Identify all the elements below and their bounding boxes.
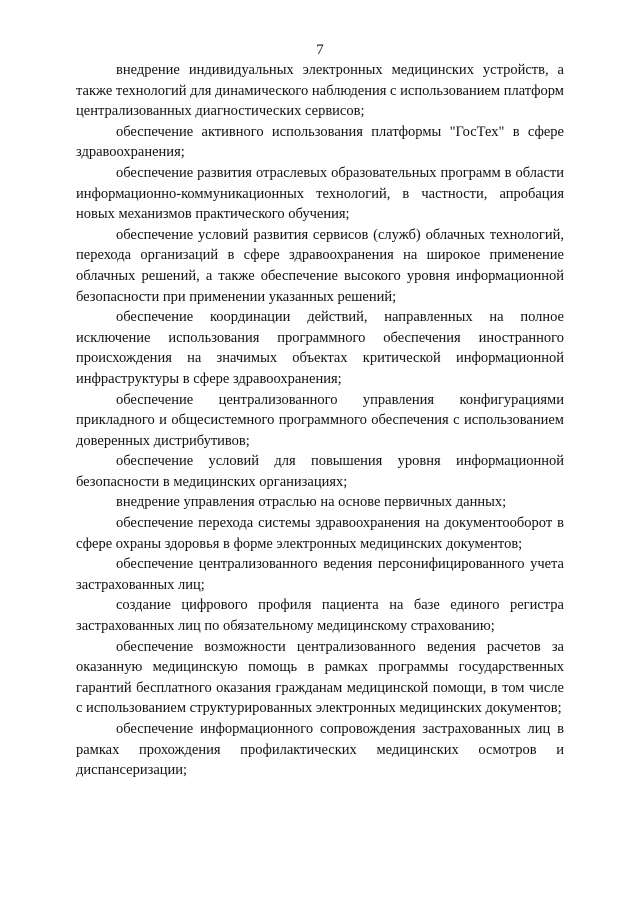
paragraph: обеспечение координации действий, направленных на полное исключение использования программного обеспечения иностранного происхождения на значимых объектах критической информационной инфраструктуры в сфере здравоохранения; <box>76 309 564 387</box>
paragraph: обеспечение информационного сопровождения застрахованных лиц в рамках прохождения профилактических медицинских осмотров и диспансеризации; <box>76 721 564 779</box>
paragraph: создание цифрового профиля пациента на базе единого регистра застрахованных лиц по обязательному медицинскому страхованию; <box>76 597 564 635</box>
paragraph: обеспечение активного использования платформы "ГосТех" в сфере здравоохранения; <box>76 123 564 161</box>
paragraph: обеспечение централизованного ведения персонифицированного учета застрахованных лиц; <box>76 556 564 593</box>
paragraph: обеспечение условий для повышения уровня информационной безопасности в медицинских организациях; <box>76 453 564 490</box>
paragraph: внедрение управления отраслью на основе первичных данных; <box>116 494 507 511</box>
paragraph: обеспечение централизованного управления конфигурациями прикладного и общесистемного программного обеспечения с использованием доверенных дистрибутивов; <box>76 391 564 449</box>
paragraph: внедрение индивидуальных электронных медицинских устройств, а также технологий для динамического наблюдения с использованием платформ централизованных диагностических сервисов; <box>76 62 564 120</box>
paragraph: обеспечение перехода системы здравоохранения на документооборот в сфере охраны здоровья в форме электронных медицинских документов; <box>76 515 564 552</box>
document-body <box>76 60 564 781</box>
paragraph: обеспечение развития отраслевых образовательных программ в области информационно-коммуникационных технологий, в частности, апробация новых механизмов практического обучения; <box>76 164 564 223</box>
paragraph: обеспечение условий развития сервисов (служб) облачных технологий, перехода организаций в сфере здравоохранения на широкое применение облачных решений, а также обеспечение высокого уровня информационной безопасности при применении указанных решений; <box>76 226 564 305</box>
paragraph: обеспечение возможности централизованного ведения расчетов за оказанную медицинскую помощь в рамках программы государственных гарантий бесплатного оказания гражданам медицинской помощи, в том числе с использованием структурированных электронных медицинских документов; <box>76 638 564 717</box>
page-number: 7 <box>316 42 324 58</box>
